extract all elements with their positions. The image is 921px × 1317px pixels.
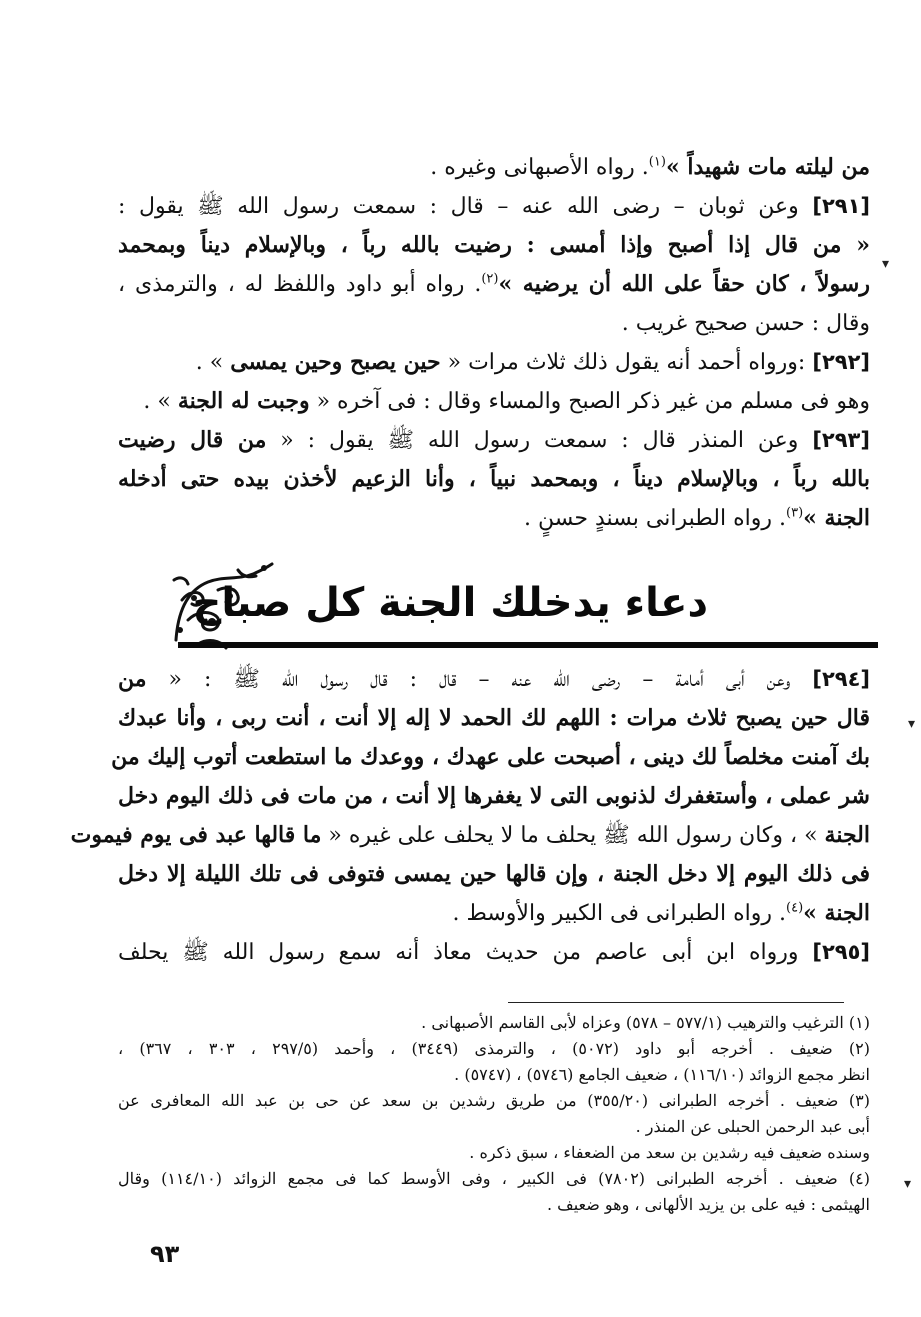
- hadith-text-bold: من قال رضيت: [118, 427, 267, 453]
- hadith-text-bold: رسولاً ، كان حقاً على الله أن يرضيه »: [498, 271, 870, 297]
- hadith-text-bold: بك آمنت مخلصاً لك دينى ، أصبحت على عهدك ، ووعدك ما استطعت أتوب إليك من: [111, 744, 870, 770]
- narration-text: وعن المنذر قال : سمعت رسول الله ﷺ يقول : «: [266, 428, 813, 453]
- narration-text: » .: [143, 389, 178, 414]
- hadith-text-bold: حين يصبح وحين يمسى: [230, 349, 441, 375]
- narration-text: » ، وكان رسول الله ﷺ يحلف ما لا يحلف على غيره «: [321, 823, 825, 848]
- margin-mark: ▾: [904, 1176, 912, 1192]
- section-heading: دعاء يدخلك الجنة كل صباح: [192, 580, 708, 626]
- text-line: [118, 226, 870, 265]
- hadith-text-bold: بالله رباً ، وبالإسلام ديناً ، وبمحمد نبياً ، وأنا الزعيم لأخذن بيده حتى أدخله: [118, 466, 870, 492]
- hadith-number: [٢٩٢]: [812, 350, 870, 374]
- hadith-text-bold: الجنة »: [803, 900, 870, 926]
- hadith-number: [٢٩٣]: [812, 428, 870, 452]
- footnotes: [118, 1010, 870, 1218]
- text-line: [118, 894, 870, 933]
- footnote-line: (٤) ضعيف . أخرجه الطبرانى (٧٨٠٢) فى الكبير ، وفى الأوسط كما فى مجمع الزوائد (١١٤/١٠) وقال: [118, 1169, 870, 1188]
- narration-text: . رواه الطبرانى فى الكبير والأوسط .: [452, 901, 786, 926]
- narration-text: وعن أبى أمامة – رضى الله عنه – قال : قال رسول الله ﷺ : «: [146, 667, 813, 692]
- hadith-text-bold: شر عملى ، وأستغفرك لذنوبى التى لا يغفرها إلا أنت ، من مات فى ذلك اليوم دخل: [118, 783, 870, 809]
- hadith-number: [٢٩١]: [812, 194, 870, 218]
- text-line: [118, 304, 870, 343]
- text-line: [118, 660, 870, 699]
- text-line: [118, 382, 870, 421]
- text-line: [118, 187, 870, 226]
- footnote-separator: [508, 1002, 844, 1003]
- narration-text: ورواه ابن أبى عاصم من حديث معاذ أنه سمع رسول الله ﷺ يحلف: [118, 940, 813, 965]
- hadith-text-bold: الجنة »: [803, 505, 870, 531]
- footnote-line: (٢) ضعيف . أخرجه أبو داود (٥٠٧٢) ، والترمذى (٣٤٤٩) ، وأحمد (٢٩٧/٥ ، ٣٠٣ ، ٣٦٧) ،: [118, 1039, 871, 1058]
- text-line: [118, 265, 870, 304]
- text-line: [118, 699, 870, 738]
- narration-text: وهو فى مسلم من غير ذكر الصبح والمساء وقال : فى آخره «: [309, 389, 870, 414]
- text-line: [118, 460, 870, 499]
- narration-text: وقال : حسن صحيح غريب .: [621, 311, 870, 336]
- narration-text: . رواه أبو داود واللفظ له ، والترمذى ،: [118, 272, 482, 297]
- hadith-number: [٢٩٤]: [812, 667, 870, 691]
- page-number: ٩٣: [150, 1240, 180, 1268]
- footnote-line: الهيثمى : فيه على بن يزيد الألهانى ، وهو ضعيف .: [546, 1195, 870, 1214]
- text-line: [118, 933, 870, 972]
- narration-text: . رواه الأصبهانى وغيره .: [430, 155, 649, 180]
- hadith-text-bold: فى ذلك اليوم إلا دخل الجنة ، وإن قالها حين يمسى فتوفى فى تلك الليلة إلا دخل: [118, 861, 870, 887]
- hadith-text-bold: الجنة: [824, 822, 870, 848]
- heading-underline: [178, 642, 878, 648]
- narration-text: » .: [195, 350, 231, 375]
- footnote-ref: (٢): [481, 271, 499, 287]
- footnote-ref: (٣): [786, 505, 804, 521]
- hadith-text-bold: وجبت له الجنة: [177, 388, 310, 414]
- narration-text: :ورواه أحمد أنه يقول ذلك ثلاث مرات «: [440, 350, 813, 375]
- margin-mark: ▾: [882, 256, 890, 272]
- hadith-text-bold: من: [118, 666, 147, 692]
- text-line: [111, 738, 870, 777]
- footnote-line: وسنده ضعيف فيه رشدين بن سعد من الضعفاء ، سبق ذكره .: [469, 1143, 870, 1162]
- margin-mark: ▾: [908, 716, 916, 732]
- hadith-text-bold: من ليلته مات شهيداً »: [665, 154, 870, 180]
- footnote-line: (٣) ضعيف . أخرجه الطبرانى (٣٥٥/٢٠) من طريق رشدين بن سعد عن حى بن عبد الله المعافرى عن: [118, 1091, 870, 1110]
- hadith-number: [٢٩٥]: [812, 940, 870, 964]
- footnote-line: أبى عبد الرحمن الحبلى عن المنذر .: [635, 1117, 870, 1136]
- text-line: [118, 855, 870, 894]
- narration-text: . رواه الطبرانى بسندٍ حسنٍ .: [524, 506, 786, 531]
- text-line: [118, 499, 870, 538]
- hadith-text-bold: قال حين يصبح ثلاث مرات : اللهم لك الحمد لا إله إلا أنت ، أنت ربى ، وأنا عبدك: [118, 705, 870, 731]
- body-text-bottom: [70, 660, 870, 972]
- footnote-ref: (١): [648, 154, 666, 170]
- hadith-text-bold: « من قال إذا أصبح وإذا أمسى : رضيت بالله رباً ، وبالإسلام ديناً وبمحمد: [118, 232, 870, 258]
- text-line: [118, 777, 870, 816]
- text-line: [118, 343, 870, 382]
- text-line: [118, 421, 870, 460]
- hadith-text-bold: ما قالها عبد فى يوم فيموت: [70, 822, 322, 848]
- narration-text: وعن ثوبان – رضى الله عنه – قال : سمعت رسول الله ﷺ يقول :: [118, 194, 813, 219]
- footnote-line: (١) الترغيب والترهيب (٥٧٧/١ – ٥٧٨) وعزاه لأبى القاسم الأصبهانى .: [421, 1013, 870, 1032]
- footnote-ref: (٤): [786, 900, 804, 916]
- footnote-line: انظر مجمع الزوائد (١١٦/١٠) ، ضعيف الجامع (٥٧٤٦) ، (٥٧٤٧) .: [454, 1065, 870, 1084]
- body-text-top: [118, 148, 870, 538]
- text-line: [70, 816, 870, 855]
- section-heading-block: [168, 560, 878, 660]
- text-line: [118, 148, 870, 187]
